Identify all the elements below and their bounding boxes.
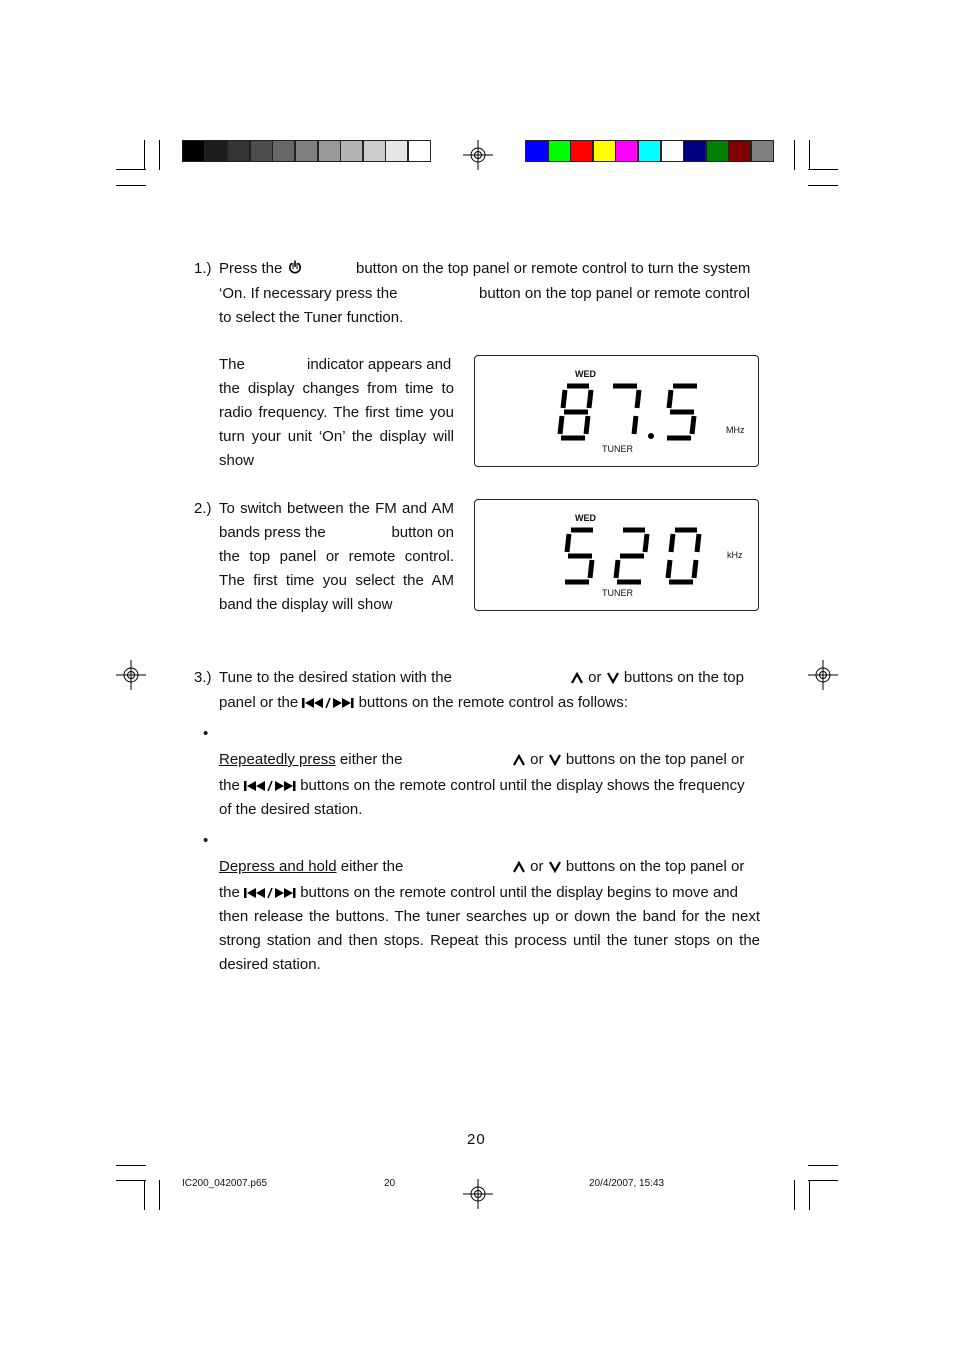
chevron-up-icon: [570, 672, 584, 684]
step-1-line-3: to select the Tuner function.: [219, 309, 404, 326]
step-1-para-the: The: [219, 356, 245, 373]
color-swatch: [728, 140, 751, 162]
bullet-1-line-1-start: Repeatedly press either the: [219, 751, 403, 768]
lcd-display-fm: [474, 355, 759, 467]
color-swatch: [363, 140, 386, 162]
step-1-para-line-4: turn your unit ‘On’ the display will: [219, 428, 454, 445]
color-swatch: [227, 140, 250, 162]
color-swatch: [182, 140, 205, 162]
lcd-unit: MHz: [726, 425, 745, 435]
color-swatch: [683, 140, 706, 162]
step-1-line-2-end: button on the top panel or remote control: [479, 285, 751, 302]
chevron-up-icon: [512, 861, 526, 873]
color-swatch: [570, 140, 593, 162]
skip-back-forward-icon: [244, 780, 296, 792]
bullet-2-line-2: the buttons on the remote control until the display begins to move and: [219, 884, 738, 901]
color-swatch: [250, 140, 273, 162]
registration-mark-icon: [808, 660, 838, 690]
bullet-1-line-2: the buttons on the remote control until the display shows the frequency: [219, 777, 745, 794]
registration-mark-icon: [463, 140, 493, 170]
color-swatch: [385, 140, 408, 162]
step-1-para-line-2: the display changes from time to: [219, 380, 454, 397]
lcd-mode: TUNER: [602, 588, 633, 598]
step-2-number: 2.): [194, 500, 212, 517]
color-swatch: [272, 140, 295, 162]
step-1-line-2-start: ‘On. If necessary press the: [219, 285, 398, 302]
bullet: •: [203, 725, 209, 742]
bullet-2-line-1-start: Depress and hold either the: [219, 858, 404, 875]
step-1-para-line-3: radio frequency. The first time you: [219, 404, 454, 421]
color-swatch: [318, 140, 341, 162]
bullet-2-line-1-end: or buttons on the top panel or: [512, 855, 744, 879]
lcd-digits-fm: [555, 378, 715, 444]
bullet-2-line-3: then release the buttons. The tuner searches up or down the band for the next: [219, 908, 760, 925]
registration-mark-icon: [463, 1179, 493, 1209]
chevron-down-icon: [548, 754, 562, 766]
step-1-number: 1.): [194, 260, 212, 277]
registration-mark-icon: [116, 660, 146, 690]
skip-back-forward-icon: [302, 697, 354, 709]
footer-page: 20: [384, 1178, 396, 1189]
step-3-line-1-end: or buttons on the top: [570, 666, 744, 690]
step-2-line-5: band the display will show: [219, 596, 393, 613]
color-swatch: [548, 140, 571, 162]
color-swatch: [525, 140, 548, 162]
step-3-line-1-start: Tune to the desired station with the: [219, 669, 452, 686]
footer-timestamp: 20/4/2007, 15:43: [589, 1178, 665, 1189]
step-1-line-1-end: button on the top panel or remote control to turn the system: [356, 260, 751, 277]
lcd-display-am: [474, 499, 759, 611]
color-swatch: [295, 140, 318, 162]
step-2-line-1: To switch between the FM and AM: [219, 500, 454, 517]
footer-filename: IC200_042007.p65: [182, 1178, 268, 1189]
chevron-down-icon: [606, 672, 620, 684]
skip-back-forward-icon: [244, 887, 296, 899]
bullet-1-line-3: of the desired station.: [219, 801, 363, 818]
bullet: •: [203, 832, 209, 849]
bullet-2-line-4: strong station and then stops. Repeat this process until the tuner stops on the: [219, 932, 760, 949]
color-swatch: [205, 140, 228, 162]
step-3-line-2: panel or the buttons on the remote control as follows:: [219, 694, 628, 711]
chevron-down-icon: [548, 861, 562, 873]
color-swatch: [638, 140, 661, 162]
color-swatch: [751, 140, 774, 162]
step-2-line-4: The first time you select the AM: [219, 572, 454, 589]
step-2-line-2-start: bands press the: [219, 524, 326, 541]
color-swatch: [593, 140, 616, 162]
step-3-number: 3.): [194, 669, 212, 686]
step-2-line-3: the top panel or remote control.: [219, 548, 454, 565]
lcd-day: WED: [575, 513, 596, 523]
lcd-digits-am: [559, 522, 709, 588]
power-icon: [287, 259, 303, 275]
step-1-para-indicator: indicator appears and: [307, 356, 452, 373]
color-swatch: [408, 140, 431, 162]
color-swatch: [706, 140, 729, 162]
chevron-up-icon: [512, 754, 526, 766]
lcd-unit: kHz: [727, 550, 743, 560]
color-swatch: [661, 140, 684, 162]
lcd-day: WED: [575, 369, 596, 379]
bullet-1-line-1-end: or buttons on the top panel or: [512, 748, 744, 772]
step-1-para-line-5: show: [219, 452, 255, 469]
bullet-2-line-5: desired station.: [219, 956, 321, 973]
lcd-mode: TUNER: [602, 444, 633, 454]
color-swatch: [340, 140, 363, 162]
step-1-text: Press the: [219, 257, 303, 281]
page-number: 20: [467, 1131, 486, 1148]
step-2-line-2-end: button on: [391, 524, 454, 541]
color-swatch: [615, 140, 638, 162]
